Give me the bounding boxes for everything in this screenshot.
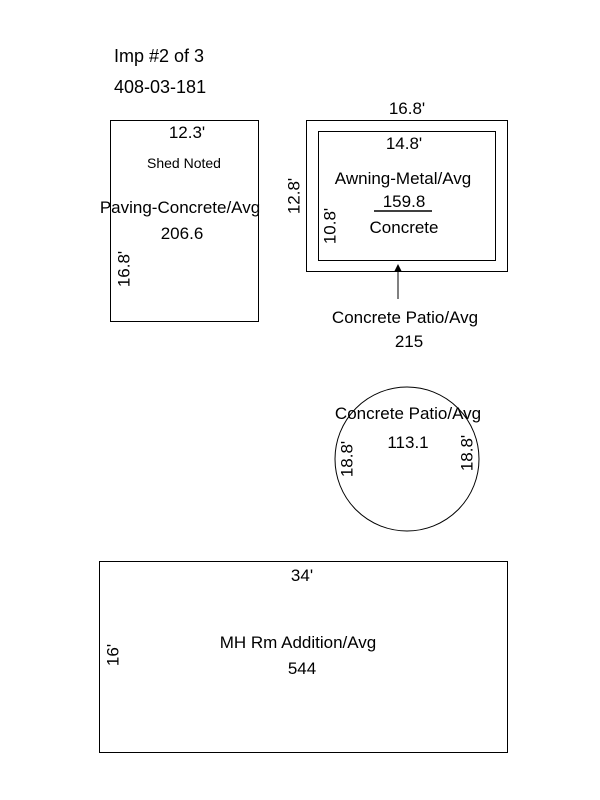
shed-top-dimension: 12.3' <box>168 123 206 142</box>
circle-patio-label: Concrete Patio/Avg <box>334 404 482 423</box>
circle-right-dimension: 18.8' <box>457 434 477 472</box>
patio-side-dimension: 12.8' <box>284 177 304 215</box>
awning-label: Awning-Metal/Avg <box>334 169 472 188</box>
patio-top-dimension: 16.8' <box>388 99 426 118</box>
awning-area: 159.8 <box>382 192 426 211</box>
addition-top-dimension: 34' <box>290 566 314 585</box>
awning-top-dimension: 14.8' <box>385 134 423 153</box>
patio-label: Concrete Patio/Avg <box>331 308 479 327</box>
improvement-label: Imp #2 of 3 <box>114 46 205 66</box>
addition-label: MH Rm Addition/Avg <box>219 633 377 652</box>
awning-side-dimension: 10.8' <box>320 207 340 245</box>
shed-label: Paving-Concrete/Avg <box>99 198 261 217</box>
addition-side-dimension: 16' <box>103 643 123 667</box>
circle-patio-area: 113.1 <box>387 433 429 452</box>
leader-arrowhead <box>394 264 402 272</box>
shed-area: 206.6 <box>160 224 204 243</box>
circle-patio-outline <box>334 387 482 531</box>
parcel-number: 408-03-181 <box>114 77 207 97</box>
patio-area: 215 <box>394 332 424 351</box>
shed-side-dimension: 16.8' <box>114 250 134 288</box>
addition-area: 544 <box>287 659 317 678</box>
shed-note: Shed Noted <box>147 155 221 171</box>
circle-left-dimension: 18.8' <box>337 440 357 478</box>
awning-material: Concrete <box>369 218 439 237</box>
